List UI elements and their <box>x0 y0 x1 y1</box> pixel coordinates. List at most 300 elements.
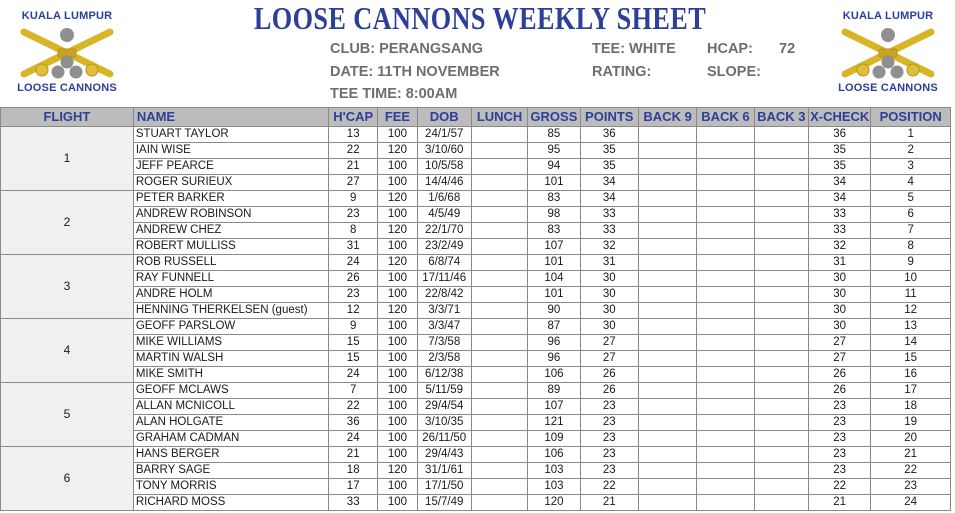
cell-back9 <box>638 239 696 255</box>
cell-fee: 100 <box>378 271 417 287</box>
cell-back3 <box>754 287 808 303</box>
cell-back6 <box>697 351 754 367</box>
cell-points: 35 <box>580 143 638 159</box>
cell-lunch <box>471 271 527 287</box>
cell-lunch <box>471 415 527 431</box>
cell-position: 21 <box>871 447 951 463</box>
cell-hcap: 12 <box>329 303 378 319</box>
cell-xcheck: 35 <box>808 159 870 175</box>
cell-xcheck: 32 <box>808 239 870 255</box>
cell-position: 24 <box>871 495 951 511</box>
cell-dob: 10/5/58 <box>417 159 471 175</box>
cell-name: STUART TAYLOR <box>133 127 328 143</box>
cell-position: 8 <box>871 239 951 255</box>
cell-hcap: 24 <box>329 431 378 447</box>
cell-back3 <box>754 431 808 447</box>
col-back3: BACK 3 <box>754 108 808 127</box>
table-row <box>1 159 951 175</box>
cell-back6 <box>697 143 754 159</box>
cell-back6 <box>697 303 754 319</box>
cell-back3 <box>754 207 808 223</box>
cell-back6 <box>697 287 754 303</box>
cell-xcheck: 30 <box>808 287 870 303</box>
cell-xcheck: 33 <box>808 223 870 239</box>
cell-xcheck: 31 <box>808 255 870 271</box>
cell-name: ROB RUSSELL <box>133 255 328 271</box>
rating-label: RATING: <box>592 64 652 80</box>
cell-back6 <box>697 463 754 479</box>
cell-back9 <box>638 175 696 191</box>
cell-back3 <box>754 383 808 399</box>
cell-hcap: 23 <box>329 207 378 223</box>
cell-hcap: 22 <box>329 399 378 415</box>
results-table-wrap <box>0 107 951 511</box>
flight-number: 4 <box>1 319 134 383</box>
cell-position: 15 <box>871 351 951 367</box>
cell-fee: 100 <box>378 287 417 303</box>
table-row <box>1 335 951 351</box>
cell-dob: 1/6/68 <box>417 191 471 207</box>
cell-back3 <box>754 399 808 415</box>
cell-fee: 120 <box>378 255 417 271</box>
cell-hcap: 17 <box>329 479 378 495</box>
cell-gross: 101 <box>528 175 580 191</box>
cell-back9 <box>638 463 696 479</box>
tee-label: TEE: WHITE <box>592 41 676 57</box>
cell-fee: 100 <box>378 159 417 175</box>
table-row <box>1 127 951 143</box>
cell-back9 <box>638 399 696 415</box>
cell-lunch <box>471 239 527 255</box>
cell-lunch <box>471 191 527 207</box>
cell-back6 <box>697 367 754 383</box>
cell-back6 <box>697 255 754 271</box>
cell-back9 <box>638 287 696 303</box>
cell-fee: 100 <box>378 175 417 191</box>
cell-gross: 96 <box>528 335 580 351</box>
col-lunch: LUNCH <box>471 108 527 127</box>
cell-hcap: 31 <box>329 239 378 255</box>
flight-number: 2 <box>1 191 134 255</box>
col-dob: DOB <box>417 108 471 127</box>
cell-gross: 83 <box>528 223 580 239</box>
cell-position: 18 <box>871 399 951 415</box>
cell-gross: 96 <box>528 351 580 367</box>
cell-dob: 5/11/59 <box>417 383 471 399</box>
cell-position: 6 <box>871 207 951 223</box>
cell-points: 23 <box>580 415 638 431</box>
col-gross: GROSS <box>528 108 580 127</box>
cell-back6 <box>697 415 754 431</box>
cell-points: 27 <box>580 351 638 367</box>
cell-position: 14 <box>871 335 951 351</box>
cell-hcap: 33 <box>329 495 378 511</box>
cell-dob: 6/12/38 <box>417 367 471 383</box>
cell-position: 23 <box>871 479 951 495</box>
cell-lunch <box>471 479 527 495</box>
cell-gross: 101 <box>528 255 580 271</box>
cell-position: 11 <box>871 287 951 303</box>
cell-hcap: 22 <box>329 143 378 159</box>
col-back6: BACK 6 <box>697 108 754 127</box>
cell-back6 <box>697 335 754 351</box>
cell-back9 <box>638 447 696 463</box>
cell-name: ROGER SURIEUX <box>133 175 328 191</box>
cell-back6 <box>697 271 754 287</box>
cell-gross: 106 <box>528 367 580 383</box>
cell-dob: 22/1/70 <box>417 223 471 239</box>
cell-xcheck: 30 <box>808 319 870 335</box>
cell-hcap: 13 <box>329 127 378 143</box>
cell-back6 <box>697 479 754 495</box>
cell-xcheck: 26 <box>808 383 870 399</box>
results-table <box>0 107 951 511</box>
cell-points: 36 <box>580 127 638 143</box>
cell-dob: 17/1/50 <box>417 479 471 495</box>
table-row <box>1 399 951 415</box>
flight-number: 1 <box>1 127 134 191</box>
club-logo-left <box>8 10 126 96</box>
cell-lunch <box>471 351 527 367</box>
cell-name: TONY MORRIS <box>133 479 328 495</box>
cell-back3 <box>754 447 808 463</box>
cell-points: 35 <box>580 159 638 175</box>
col-position: POSITION <box>871 108 951 127</box>
hcap-value: 72 <box>779 41 796 57</box>
cell-back9 <box>638 271 696 287</box>
cell-back6 <box>697 191 754 207</box>
cell-back3 <box>754 303 808 319</box>
cell-xcheck: 23 <box>808 431 870 447</box>
table-header-row <box>1 108 951 127</box>
cell-back9 <box>638 431 696 447</box>
cell-dob: 26/11/50 <box>417 431 471 447</box>
cell-dob: 2/3/58 <box>417 351 471 367</box>
cell-back3 <box>754 415 808 431</box>
cell-back9 <box>638 255 696 271</box>
cell-fee: 100 <box>378 335 417 351</box>
cell-position: 1 <box>871 127 951 143</box>
cell-hcap: 21 <box>329 447 378 463</box>
cell-position: 22 <box>871 463 951 479</box>
cell-position: 4 <box>871 175 951 191</box>
cell-gross: 103 <box>528 479 580 495</box>
cell-fee: 120 <box>378 223 417 239</box>
table-row <box>1 319 951 335</box>
cell-name: HANS BERGER <box>133 447 328 463</box>
cell-hcap: 18 <box>329 463 378 479</box>
cell-lunch <box>471 399 527 415</box>
cell-hcap: 15 <box>329 351 378 367</box>
cell-back3 <box>754 191 808 207</box>
cell-points: 22 <box>580 479 638 495</box>
cell-back6 <box>697 319 754 335</box>
cell-lunch <box>471 367 527 383</box>
cell-xcheck: 33 <box>808 207 870 223</box>
cell-name: IAIN WISE <box>133 143 328 159</box>
cell-name: RICHARD MOSS <box>133 495 328 511</box>
cell-position: 3 <box>871 159 951 175</box>
table-row <box>1 383 951 399</box>
table-body <box>1 127 951 511</box>
cell-points: 34 <box>580 175 638 191</box>
cell-name: ALLAN MCNICOLL <box>133 399 328 415</box>
cell-back9 <box>638 159 696 175</box>
cell-lunch <box>471 143 527 159</box>
cell-name: ROBERT MULLISS <box>133 239 328 255</box>
cell-dob: 7/3/58 <box>417 335 471 351</box>
cell-gross: 103 <box>528 463 580 479</box>
cell-xcheck: 23 <box>808 447 870 463</box>
cell-back3 <box>754 463 808 479</box>
cell-back6 <box>697 495 754 511</box>
cell-back3 <box>754 223 808 239</box>
col-name: NAME <box>133 108 328 127</box>
cell-lunch <box>471 335 527 351</box>
cell-gross: 94 <box>528 159 580 175</box>
cell-xcheck: 35 <box>808 143 870 159</box>
cell-dob: 3/10/35 <box>417 415 471 431</box>
cell-back6 <box>697 399 754 415</box>
cell-fee: 100 <box>378 415 417 431</box>
cell-xcheck: 21 <box>808 495 870 511</box>
cell-points: 21 <box>580 495 638 511</box>
cell-points: 26 <box>580 383 638 399</box>
cell-dob: 17/11/46 <box>417 271 471 287</box>
cell-hcap: 36 <box>329 415 378 431</box>
cell-back9 <box>638 127 696 143</box>
cell-back6 <box>697 447 754 463</box>
table-row <box>1 271 951 287</box>
cell-points: 26 <box>580 367 638 383</box>
cell-back9 <box>638 223 696 239</box>
cell-points: 23 <box>580 447 638 463</box>
cell-fee: 100 <box>378 399 417 415</box>
cell-hcap: 23 <box>329 287 378 303</box>
col-points: POINTS <box>580 108 638 127</box>
cell-gross: 107 <box>528 399 580 415</box>
cell-dob: 6/8/74 <box>417 255 471 271</box>
cell-name: MIKE WILLIAMS <box>133 335 328 351</box>
cell-back6 <box>697 223 754 239</box>
table-row <box>1 447 951 463</box>
logo-top-text: KUALA LUMPUR <box>21 10 113 22</box>
cell-back3 <box>754 479 808 495</box>
table-row <box>1 207 951 223</box>
cell-name: GEOFF MCLAWS <box>133 383 328 399</box>
flight-number: 6 <box>1 447 134 511</box>
cell-position: 9 <box>871 255 951 271</box>
cell-lunch <box>471 207 527 223</box>
table-row <box>1 223 951 239</box>
cell-dob: 29/4/54 <box>417 399 471 415</box>
col-back9: BACK 9 <box>638 108 696 127</box>
cell-back6 <box>697 175 754 191</box>
cell-gross: 121 <box>528 415 580 431</box>
cell-back9 <box>638 383 696 399</box>
cell-fee: 120 <box>378 303 417 319</box>
cell-position: 2 <box>871 143 951 159</box>
cell-gross: 109 <box>528 431 580 447</box>
cell-fee: 100 <box>378 351 417 367</box>
table-row <box>1 175 951 191</box>
club-logo-right <box>829 10 947 96</box>
cell-back9 <box>638 191 696 207</box>
cell-name: GRAHAM CADMAN <box>133 431 328 447</box>
cell-gross: 87 <box>528 319 580 335</box>
cell-back3 <box>754 271 808 287</box>
cell-points: 33 <box>580 223 638 239</box>
cell-xcheck: 36 <box>808 127 870 143</box>
cell-points: 32 <box>580 239 638 255</box>
cell-hcap: 9 <box>329 191 378 207</box>
cell-dob: 14/4/46 <box>417 175 471 191</box>
cell-back3 <box>754 335 808 351</box>
cell-fee: 100 <box>378 495 417 511</box>
cell-fee: 100 <box>378 207 417 223</box>
cell-lunch <box>471 223 527 239</box>
sheet-title: LOOSE CANNONS WEEKLY SHEET <box>253 0 707 36</box>
cell-name: BARRY SAGE <box>133 463 328 479</box>
cell-name: HENNING THERKELSEN (guest) <box>133 303 328 319</box>
cell-lunch <box>471 495 527 511</box>
date-label: DATE: 11TH NOVEMBER <box>330 64 500 80</box>
cell-fee: 120 <box>378 191 417 207</box>
cell-points: 27 <box>580 335 638 351</box>
cell-back9 <box>638 415 696 431</box>
slope-label: SLOPE: <box>707 64 761 80</box>
cell-dob: 3/10/60 <box>417 143 471 159</box>
table-row <box>1 351 951 367</box>
flight-number: 5 <box>1 383 134 447</box>
cell-lunch <box>471 431 527 447</box>
cell-fee: 100 <box>378 383 417 399</box>
cell-name: ANDREW CHEZ <box>133 223 328 239</box>
cell-points: 23 <box>580 399 638 415</box>
cell-fee: 120 <box>378 463 417 479</box>
tee-time-label: TEE TIME: 8:00AM <box>330 86 458 102</box>
cell-position: 19 <box>871 415 951 431</box>
cell-dob: 23/2/49 <box>417 239 471 255</box>
cell-position: 16 <box>871 367 951 383</box>
cell-name: MARTIN WALSH <box>133 351 328 367</box>
cell-points: 23 <box>580 463 638 479</box>
cell-points: 30 <box>580 319 638 335</box>
cell-back9 <box>638 319 696 335</box>
cell-name: MIKE SMITH <box>133 367 328 383</box>
cell-fee: 100 <box>378 367 417 383</box>
cell-back9 <box>638 207 696 223</box>
cell-points: 30 <box>580 287 638 303</box>
cell-lunch <box>471 255 527 271</box>
cell-fee: 100 <box>378 447 417 463</box>
table-row <box>1 287 951 303</box>
cell-lunch <box>471 287 527 303</box>
cell-back9 <box>638 351 696 367</box>
flight-number: 3 <box>1 255 134 319</box>
cell-hcap: 7 <box>329 383 378 399</box>
cell-gross: 104 <box>528 271 580 287</box>
cell-xcheck: 34 <box>808 191 870 207</box>
cell-hcap: 8 <box>329 223 378 239</box>
table-row <box>1 191 951 207</box>
cell-xcheck: 23 <box>808 415 870 431</box>
cell-dob: 29/4/43 <box>417 447 471 463</box>
cell-back3 <box>754 143 808 159</box>
cell-name: ALAN HOLGATE <box>133 415 328 431</box>
cell-back9 <box>638 495 696 511</box>
cell-name: RAY FUNNELL <box>133 271 328 287</box>
cell-gross: 83 <box>528 191 580 207</box>
cell-hcap: 9 <box>329 319 378 335</box>
cell-name: JEFF PEARCE <box>133 159 328 175</box>
cell-xcheck: 27 <box>808 335 870 351</box>
cell-lunch <box>471 159 527 175</box>
cell-gross: 85 <box>528 127 580 143</box>
table-row <box>1 463 951 479</box>
table-row <box>1 255 951 271</box>
cell-back6 <box>697 239 754 255</box>
cell-back9 <box>638 143 696 159</box>
cell-fee: 120 <box>378 143 417 159</box>
cell-back6 <box>697 127 754 143</box>
cell-gross: 106 <box>528 447 580 463</box>
cell-back3 <box>754 495 808 511</box>
cell-gross: 120 <box>528 495 580 511</box>
cell-points: 30 <box>580 271 638 287</box>
cell-back3 <box>754 319 808 335</box>
cell-back3 <box>754 175 808 191</box>
cell-position: 7 <box>871 223 951 239</box>
col-fee: FEE <box>378 108 417 127</box>
cell-lunch <box>471 447 527 463</box>
cell-name: PETER BARKER <box>133 191 328 207</box>
cell-position: 10 <box>871 271 951 287</box>
cell-back6 <box>697 207 754 223</box>
table-row <box>1 367 951 383</box>
cell-xcheck: 27 <box>808 351 870 367</box>
cell-xcheck: 30 <box>808 303 870 319</box>
cell-position: 5 <box>871 191 951 207</box>
cell-lunch <box>471 319 527 335</box>
cell-xcheck: 23 <box>808 399 870 415</box>
crossed-cannons-icon <box>833 24 943 82</box>
cell-dob: 31/1/61 <box>417 463 471 479</box>
cell-hcap: 15 <box>329 335 378 351</box>
cell-xcheck: 34 <box>808 175 870 191</box>
cell-back9 <box>638 335 696 351</box>
sheet-header <box>0 0 955 107</box>
table-row <box>1 303 951 319</box>
cell-gross: 101 <box>528 287 580 303</box>
cell-hcap: 24 <box>329 367 378 383</box>
cell-dob: 3/3/47 <box>417 319 471 335</box>
crossed-cannons-icon <box>12 24 122 82</box>
cell-name: ANDREW ROBINSON <box>133 207 328 223</box>
cell-back9 <box>638 479 696 495</box>
cell-fee: 100 <box>378 479 417 495</box>
col-flight: FLIGHT <box>1 108 134 127</box>
cell-name: GEOFF PARSLOW <box>133 319 328 335</box>
table-row <box>1 479 951 495</box>
cell-fee: 100 <box>378 127 417 143</box>
cell-dob: 4/5/49 <box>417 207 471 223</box>
cell-xcheck: 26 <box>808 367 870 383</box>
cell-back3 <box>754 239 808 255</box>
hcap-label: HCAP: <box>707 41 753 57</box>
cell-dob: 22/8/42 <box>417 287 471 303</box>
cell-back3 <box>754 351 808 367</box>
